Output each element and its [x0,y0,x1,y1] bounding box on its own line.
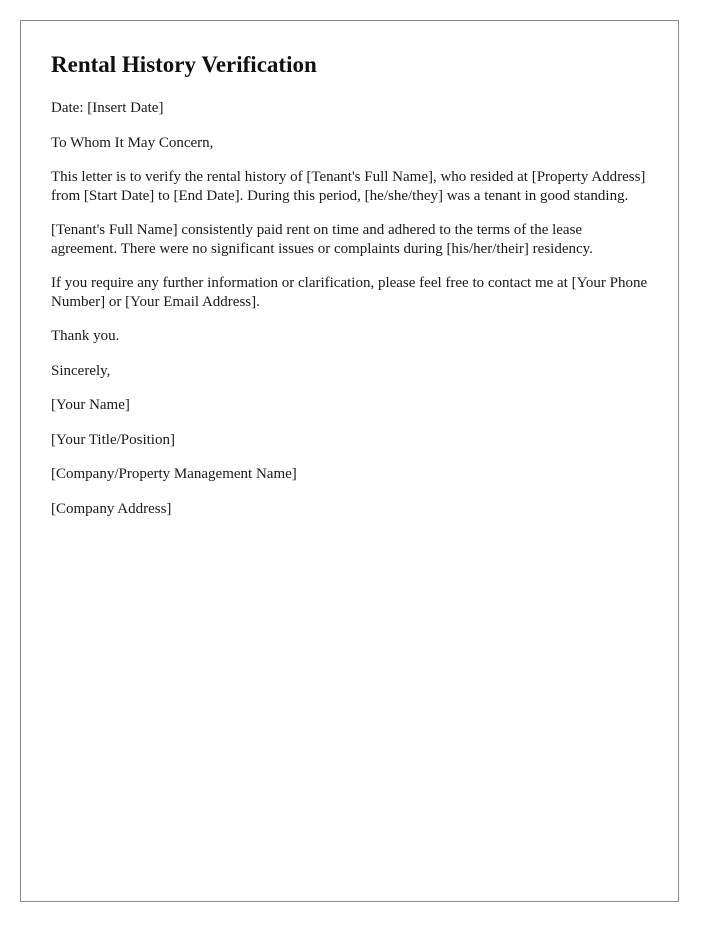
body-paragraph-contact: If you require any further information or clarification, please feel free to contact me at [Your Phone Number] or [Your Email Address]. [51,275,648,310]
salutation: To Whom It May Concern, [51,134,214,151]
date-line: Date: [Insert Date] [51,100,164,116]
closing-line: Sincerely, [51,362,111,379]
signature-address: [Company Address] [51,500,172,517]
signature-company: [Company/Property Management Name] [51,466,297,482]
signature-name: [Your Name] [51,397,130,413]
letter-content [51,51,651,534]
letter-page [20,20,679,902]
body-paragraph-payment: [Tenant's Full Name] consistently paid rent on time and adhered to the terms of the lease agreement. There were no significant issues or complaints during [his/her/their] residency. [51,222,593,257]
body-paragraph-verification: This letter is to verify the rental history of [Tenant's Full Name], who resided at [Property Address] from [Start Date] to [End Date]. During this period, [he/she/they] was a tenant in good standing. [51,169,646,204]
thanks-line: Thank you. [51,328,120,344]
signature-title: [Your Title/Position] [51,431,175,448]
document-title: Rental History Verification [51,52,317,77]
